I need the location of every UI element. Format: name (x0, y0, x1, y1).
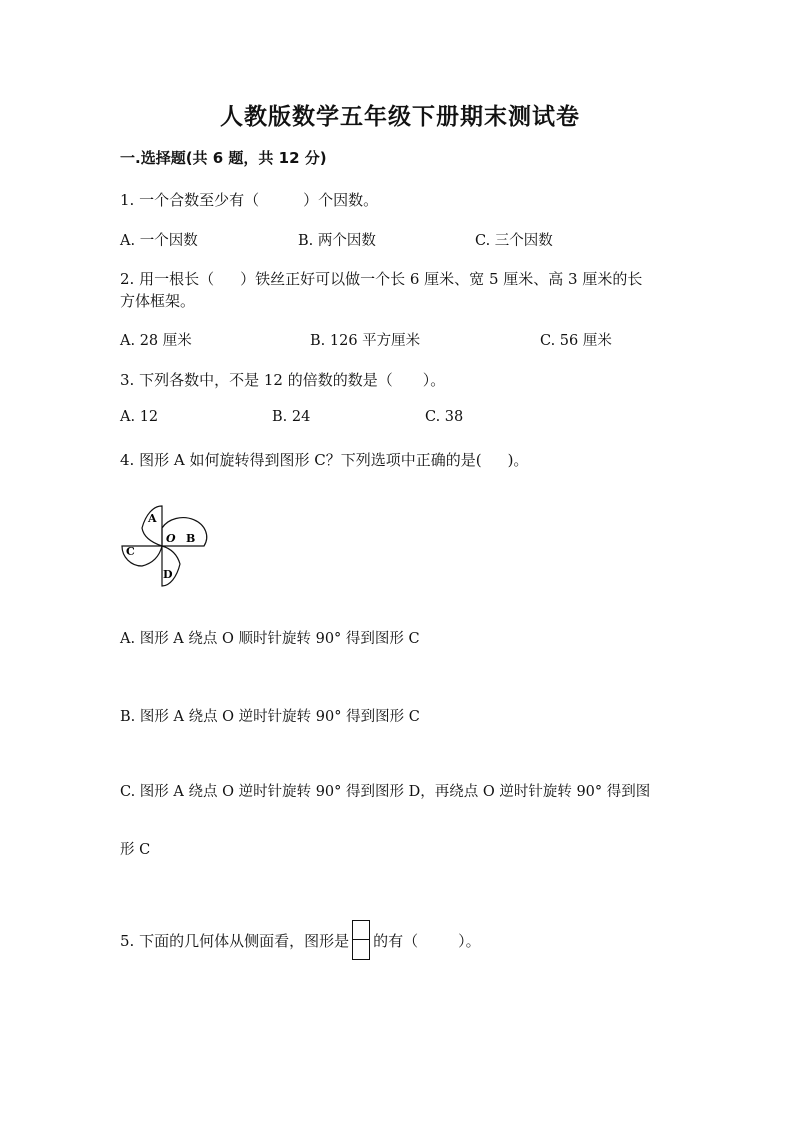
question-3-option-b: B. 24 (272, 409, 311, 425)
question-2-option-b: B. 126 平方厘米 (310, 333, 421, 349)
question-1-text-start: 1. 一个合数至少有（ (120, 191, 260, 209)
question-5-text-end: ）。 (458, 932, 481, 950)
question-2-option-a: A. 28 厘米 (120, 333, 192, 349)
question-5-text-middle: 的有（ (373, 932, 419, 950)
question-4-text-end: )。 (507, 451, 529, 469)
question-4-option-b: B. 图形 A 绕点 O 逆时针旋转 90° 得到图形 C (120, 709, 420, 725)
label-b: B (186, 532, 196, 545)
question-1 (120, 189, 378, 210)
label-d: D (163, 568, 173, 581)
question-1-option-b: B. 两个因数 (298, 233, 376, 249)
question-2-text-start: 2. 用一根长（ (120, 270, 215, 288)
question-4-text-start: 4. 图形 A 如何旋转得到图形 C？下列选项中正确的是( (120, 451, 482, 469)
page-title: 人教版数学五年级下册期末测试卷 (220, 104, 580, 130)
label-c: C (126, 545, 135, 558)
question-2-option-c: C. 56 厘米 (540, 333, 612, 349)
question-1-text-end: ）个因数。 (303, 191, 379, 209)
question-1-option-a: A. 一个因数 (120, 233, 198, 249)
question-4-option-c-line-2: 形 C (120, 842, 151, 858)
question-3-text-start: 3. 下列各数中，不是 12 的倍数的数是（ (120, 371, 393, 389)
question-4 (120, 449, 528, 470)
question-5 (120, 922, 481, 962)
question-4-option-a: A. 图形 A 绕点 O 顺时针旋转 90° 得到图形 C (120, 631, 420, 647)
question-5-text-start: 5. 下面的几何体从侧面看，图形是 (120, 932, 350, 950)
label-o: O (166, 532, 176, 545)
question-2-text-end: ）铁丝正好可以做一个长 6 厘米、宽 5 厘米、高 3 厘米的长 (240, 270, 643, 288)
question-1-option-c: C. 三个因数 (475, 233, 553, 249)
question-3-option-a: A. 12 (120, 409, 159, 425)
rotation-figure (118, 500, 210, 590)
question-3 (120, 369, 445, 390)
question-2-line-2: 方体框架。 (120, 292, 196, 310)
label-a: A (148, 512, 157, 525)
question-4-option-c-line-1: C. 图形 A 绕点 O 逆时针旋转 90° 得到图形 D，再绕点 O 逆时针旋转 90° 得到图 (120, 784, 651, 800)
stacked-squares-icon (352, 920, 370, 960)
question-3-option-c: C. 38 (425, 409, 464, 425)
question-3-text-end: ）。 (422, 371, 446, 389)
question-2-line-1 (120, 268, 642, 289)
section-heading: 一.选择题(共 6 题，共 12 分) (120, 149, 327, 167)
